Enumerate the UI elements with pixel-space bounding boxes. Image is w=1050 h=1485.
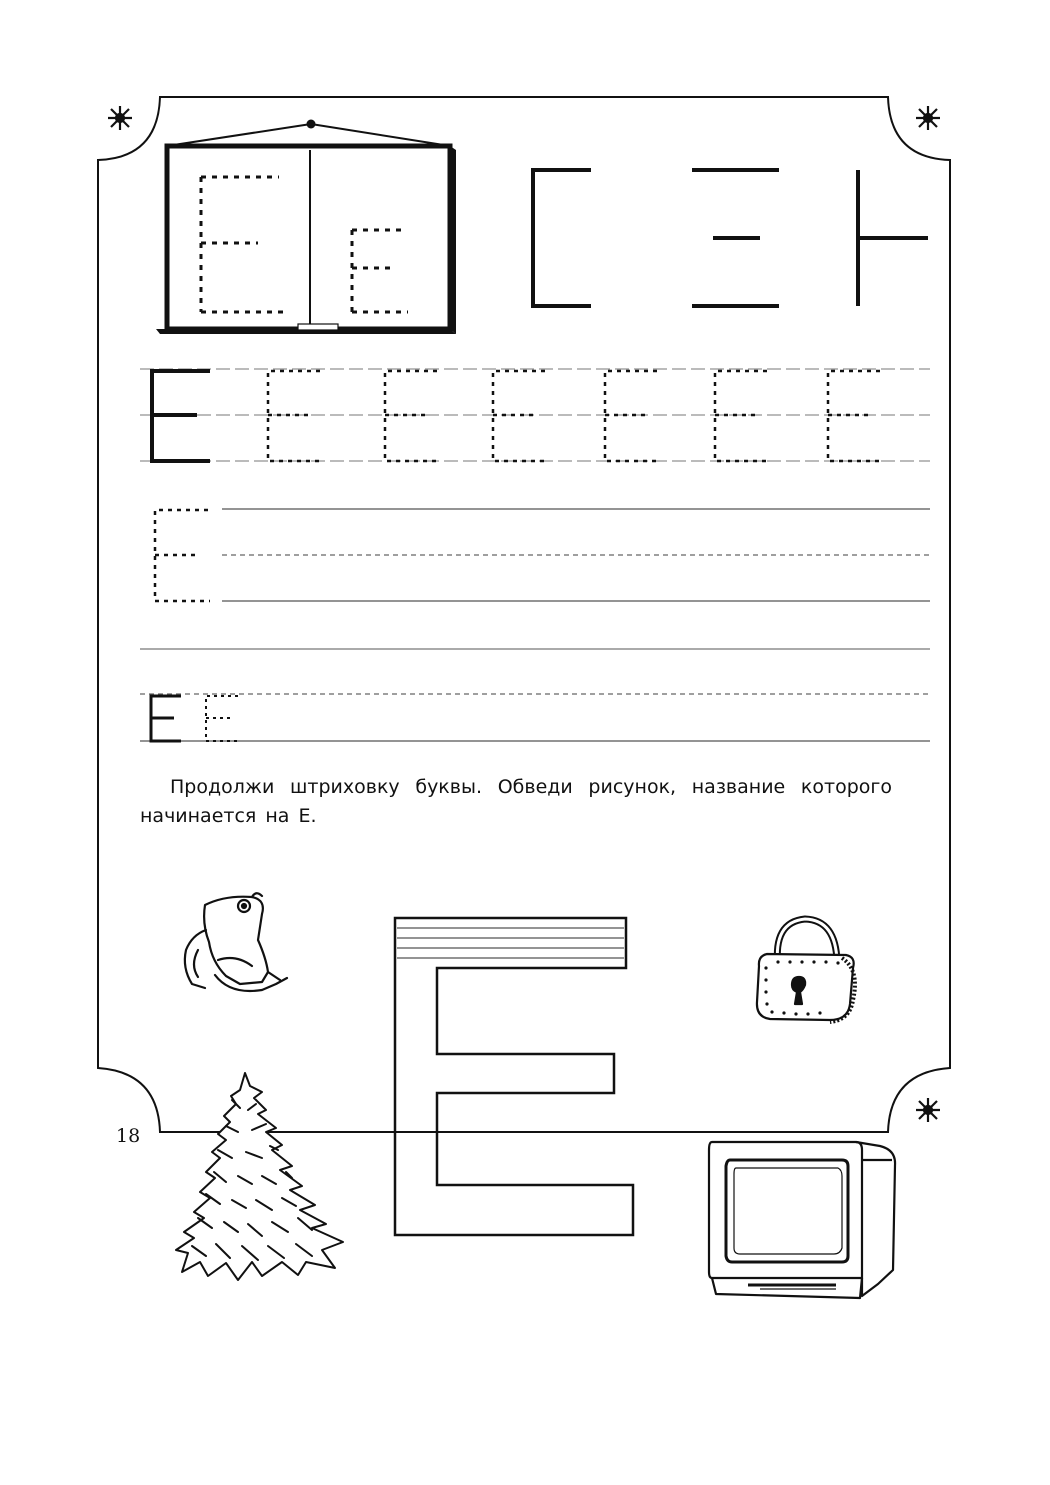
chalk-icon <box>298 324 338 330</box>
hatching-letter-e <box>395 918 633 1235</box>
instructions <box>140 773 892 831</box>
tv-icon <box>709 1142 895 1298</box>
letter-elements <box>533 170 928 306</box>
hatching-lines <box>397 928 624 958</box>
practice-row-1 <box>140 369 930 461</box>
chalkboard-uppercase-e <box>201 177 283 312</box>
instruction-line-2: начинается на Е. <box>140 805 317 827</box>
practice-row-3 <box>140 694 930 741</box>
chalkboard-lowercase-e <box>352 230 408 312</box>
snowflake-icon <box>108 106 132 130</box>
fir-tree-icon <box>176 1073 343 1280</box>
snowflake-icon <box>916 106 940 130</box>
practice-row-2 <box>140 509 930 649</box>
padlock-icon <box>757 919 855 1022</box>
instruction-line-1: Продолжи штриховку буквы. Обведи рисунок, название которого <box>170 776 892 798</box>
snowflake-icon <box>916 1098 940 1122</box>
page-number: 18 <box>116 1125 141 1147</box>
frog-icon <box>185 893 287 991</box>
chalkboard <box>156 120 456 335</box>
